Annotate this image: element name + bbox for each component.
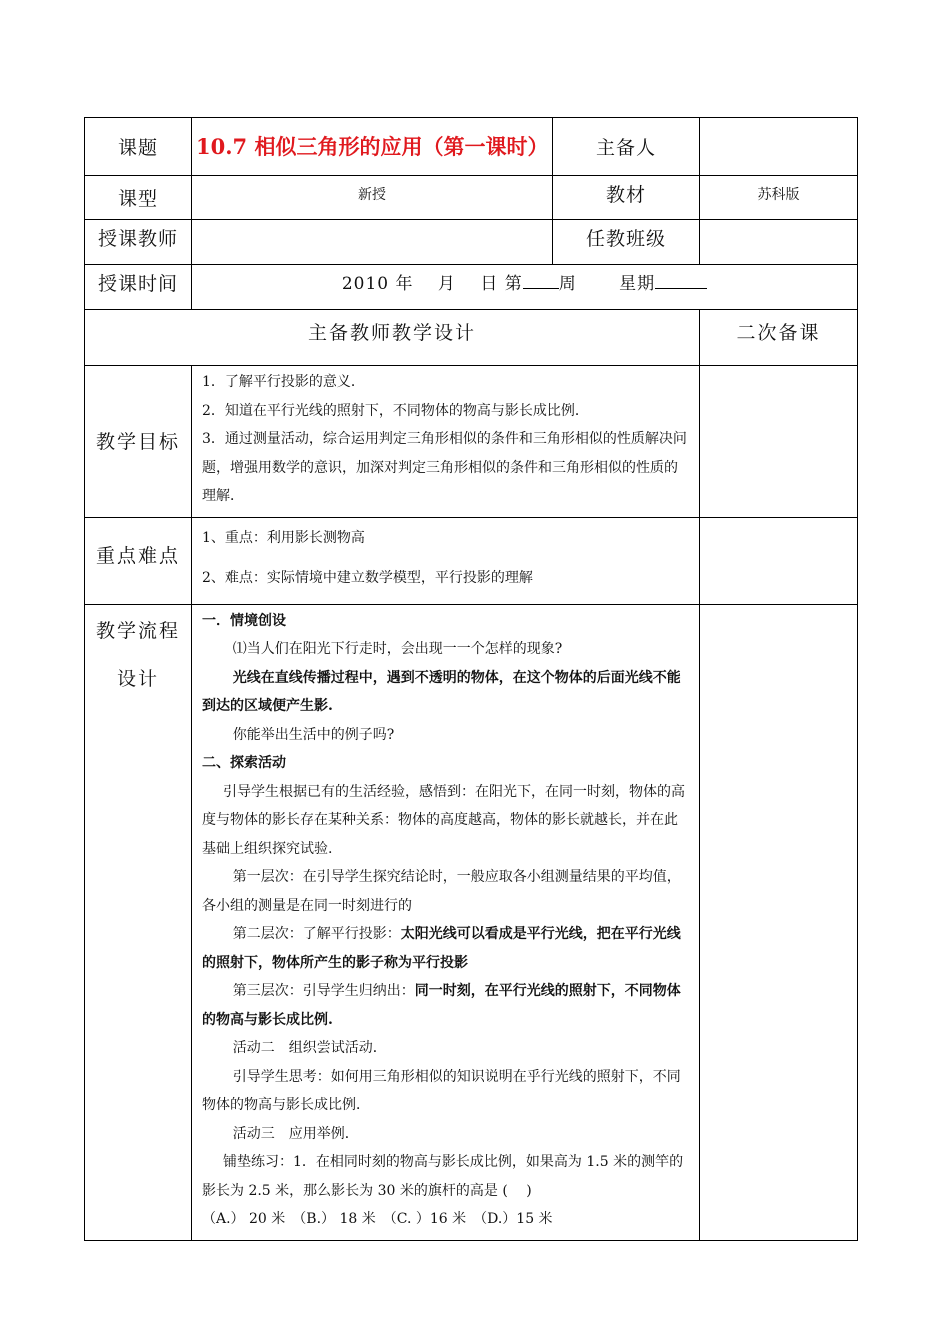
- goals-secondary: [700, 366, 858, 518]
- process-content: [192, 604, 700, 1240]
- activity-two-text: 引导学生思考：如何用三角形相似的知识说明在乎行光线的照射下，不同物体的物高与影长成比例．: [202, 1068, 681, 1113]
- goal-item: 2．知道在平行光线的照射下，不同物体的物高与影长成比例．: [202, 402, 589, 419]
- situation-prompt: 你能举出生活中的例子吗?: [232, 726, 395, 743]
- row-goals: [85, 366, 858, 518]
- time-week-suffix: 周: [558, 274, 577, 294]
- level-three-bold: 同一时刻，在平行光线的照射下，不同物体的物高与影长成比例.: [202, 983, 681, 1028]
- textbook-label: 教材: [553, 176, 700, 220]
- section-heading: 一．情境创设: [202, 612, 286, 629]
- activity-two: 活动二 组织尝试活动．: [232, 1040, 387, 1056]
- preparer-value: [700, 118, 858, 176]
- row-process: [85, 604, 858, 1240]
- level-three: [202, 977, 691, 1034]
- process-secondary: [700, 604, 858, 1240]
- row-type: [85, 176, 858, 220]
- main-design-title: 主备教师教学设计: [85, 310, 700, 366]
- row-teacher: [85, 220, 858, 265]
- time-weekday: 星期: [619, 274, 656, 294]
- topic-label: 课题: [85, 118, 192, 176]
- class-label: 任教班级: [553, 220, 700, 265]
- level-three-prefix: 第三层次：引导学生归纳出：: [232, 983, 415, 999]
- row-keypoints: [85, 517, 858, 604]
- preparer-label: 主备人: [553, 118, 700, 176]
- exercise-options: （A.） 20 米 （B.） 18 米 （C. ）16 米 （D.）15 米: [202, 1211, 553, 1227]
- exercise: 铺垫练习：1．在相同时刻的物高与影长成比例，如果高为 1.5 米的测竿的影长为 2.5 米，那么影长为 30 米的旗杆的高是 ( ): [202, 1154, 684, 1199]
- row-time: [85, 265, 858, 310]
- level-two: [202, 920, 691, 977]
- section-heading: 二、探索活动: [202, 755, 286, 771]
- keypoint-item: 2、难点：实际情境中建立数学模型，平行投影的理解: [202, 569, 533, 586]
- process-label-line2: 设计: [116, 667, 159, 690]
- situation-question: ⑴当人们在阳光下行走时，会出现一一个怎样的现象?: [232, 641, 563, 657]
- situation-answer: 光线在直线传播过程中，遇到不透明的物体，在这个物体的后面光线不能到达的区域便产生影.: [202, 669, 681, 714]
- time-week-prefix: 第: [504, 274, 523, 294]
- keypoints-content: [192, 517, 700, 604]
- time-year: 2010 年: [341, 274, 414, 294]
- explore-intro: 引导学生根据已有的生活经验，感悟到：在阳光下，在同一时刻，物体的高度与物体的影长存在某种关系：物体的高度越高，物体的影长就越长，并在此基础上组织探究试验.: [202, 783, 685, 857]
- goal-item: 1．了解平行投影的意义．: [202, 374, 365, 390]
- keypoint-item: 1、重点：利用影长测物高: [202, 529, 365, 546]
- goals-content: [192, 366, 700, 518]
- row-design-header: [85, 310, 858, 366]
- goals-label: 教学目标: [85, 366, 192, 518]
- keypoints-secondary: [700, 517, 858, 604]
- time-value: [192, 265, 858, 310]
- level-two-prefix: 第二层次：了解平行投影：: [232, 926, 401, 942]
- keypoints-label: 重点难点: [85, 517, 192, 604]
- time-month: 月: [437, 274, 456, 294]
- time-day: 日: [480, 274, 499, 294]
- class-value: [700, 220, 858, 265]
- level-one: 第一层次：在引导学生探究结论时，一般应取各小组测量结果的平均值，各小组的测量是在同一时刻进行的: [202, 869, 681, 914]
- process-label-line1: 教学流程: [95, 619, 180, 642]
- row-topic: [85, 118, 858, 176]
- teacher-label: 授课教师: [85, 220, 192, 265]
- type-value: 新授: [192, 176, 553, 220]
- process-label: [85, 604, 192, 1240]
- goal-item: 3．通过测量活动，综合运用判定三角形相似的条件和三角形相似的性质解决问题，增强用数学的意识，加深对判定三角形相似的条件和三角形相似的性质的理解．: [202, 431, 687, 504]
- lesson-title: 10.7 相似三角形的应用（第一课时）: [192, 118, 553, 176]
- level-two-bold: 太阳光线可以看成是平行光线，把在平行光线的照射下，物体所产生的影子称为平行投影: [202, 926, 681, 971]
- time-label: 授课时间: [85, 265, 192, 310]
- type-label: 课型: [85, 176, 192, 220]
- textbook-value: 苏科版: [700, 176, 858, 220]
- weekday-blank: [655, 273, 707, 289]
- lesson-plan-table: [84, 117, 858, 1241]
- activity-three: 活动三 应用举例．: [232, 1125, 359, 1142]
- secondary-prep-title: 二次备课: [700, 310, 858, 366]
- week-blank: [523, 273, 559, 289]
- teacher-value: [192, 220, 553, 265]
